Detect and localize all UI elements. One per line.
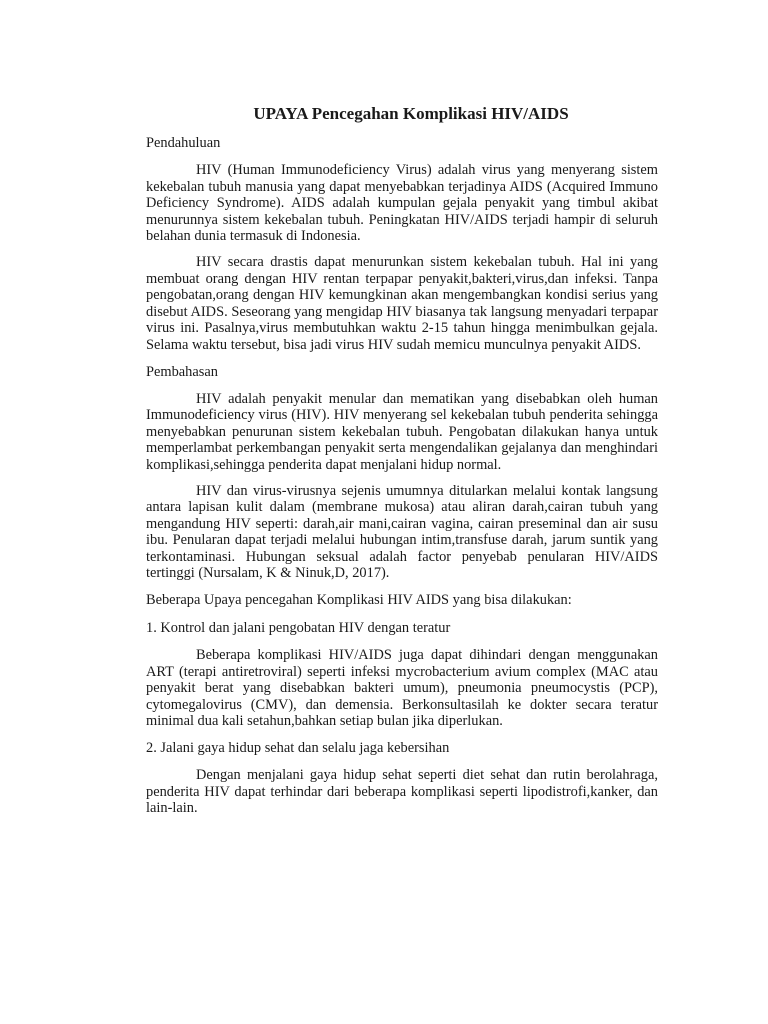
paragraph: HIV secara drastis dapat menurunkan sistem kekebalan tubuh. Hal ini yang membuat orang dengan HIV rentan terpapar penyakit,bakteri,virus,dan infeksi. Tanpa pengobatan,orang dengan HIV kemungkinan akan mengembangkan kondisi serius yang disebut AIDS. Seseorang yang mengidap HIV biasanya tak langsung menyadari terpapar virus ini. Pasalnya,virus membutuhkan waktu 2-15 tahun hingga menimbulkan gejala. Selama waktu tersebut, bisa jadi virus HIV sudah memicu munculnya penyakit AIDS. [146,253,658,353]
paragraph: Dengan menjalani gaya hidup sehat seperti diet sehat dan rutin berolahraga, penderita HIV dapat terhindar dari beberapa komplikasi seperti lipodistrofi,kanker, dan lain-lain. [146,767,658,817]
list-item-heading: 2. Jalani gaya hidup sehat dan selalu jaga kebersihan [146,740,450,757]
section-heading-pembahasan: Pembahasan [146,363,218,380]
paragraph: Beberapa komplikasi HIV/AIDS juga dapat dihindari dengan menggunakan ART (terapi antiretroviral) seperti infeksi mycrobacterium avium complex (MAC atau penyakit berat yang disebabkan bakteri umum), pneumonia pneumocystis (PCP), cytomegalovirus (CMV), dan demensia. Berkonsultasilah ke dokter secara teratur minimal dua kali setahun,bahkan setiap bulan jika diperlukan. [146,647,658,730]
section-heading-pendahuluan: Pendahuluan [146,135,221,151]
document-title: UPAYA Pencegahan Komplikasi HIV/AIDS [253,104,569,123]
list-item-heading: 1. Kontrol dan jalani pengobatan HIV dengan teratur [146,620,451,637]
paragraph: HIV (Human Immunodeficiency Virus) adalah virus yang menyerang sistem kekebalan tubuh manusia yang dapat menyebabkan terjadinya AIDS (Acquired Immuno Deficiency Syndrome). AIDS adalah kumpulan gejala penyakit yang timbul akibat menurunnya sistem kekebalan tubuh. Peningkatan HIV/AIDS terjadi hampir di seluruh belahan dunia termasuk di Indonesia. [146,162,658,245]
paragraph: HIV dan virus-virusnya sejenis umumnya ditularkan melalui kontak langsung antara lapisan kulit dalam (membrane mukosa) atau aliran darah,cairan tubuh yang mengandung HIV seperti: darah,air mani,cairan vagina, cairan preseminal dan air susu ibu. Penularan dapat terjadi melalui hubungan intim,transfuse darah, jarum suntik yang terkontaminasi. Hubungan seksual adalah factor penyebab penularan HIV/AIDS tertinggi (Nursalam, K & Ninuk,D, 2017). [146,482,658,582]
paragraph: HIV adalah penyakit menular dan mematikan yang disebabkan oleh human Immunodeficiency virus (HIV). HIV menyerang sel kekebalan tubuh penderita sehingga menyebabkan penurunan sistem kekebalan tubuh. Pengobatan dilakukan hanya untuk memperlambat perkembangan penyakit serta mengendalikan gejalanya dan menghindari komplikasi,sehingga penderita dapat menjalani hidup normal. [146,390,658,473]
section-heading-upaya: Beberapa Upaya pencegahan Komplikasi HIV AIDS yang bisa dilakukan: [146,592,572,609]
